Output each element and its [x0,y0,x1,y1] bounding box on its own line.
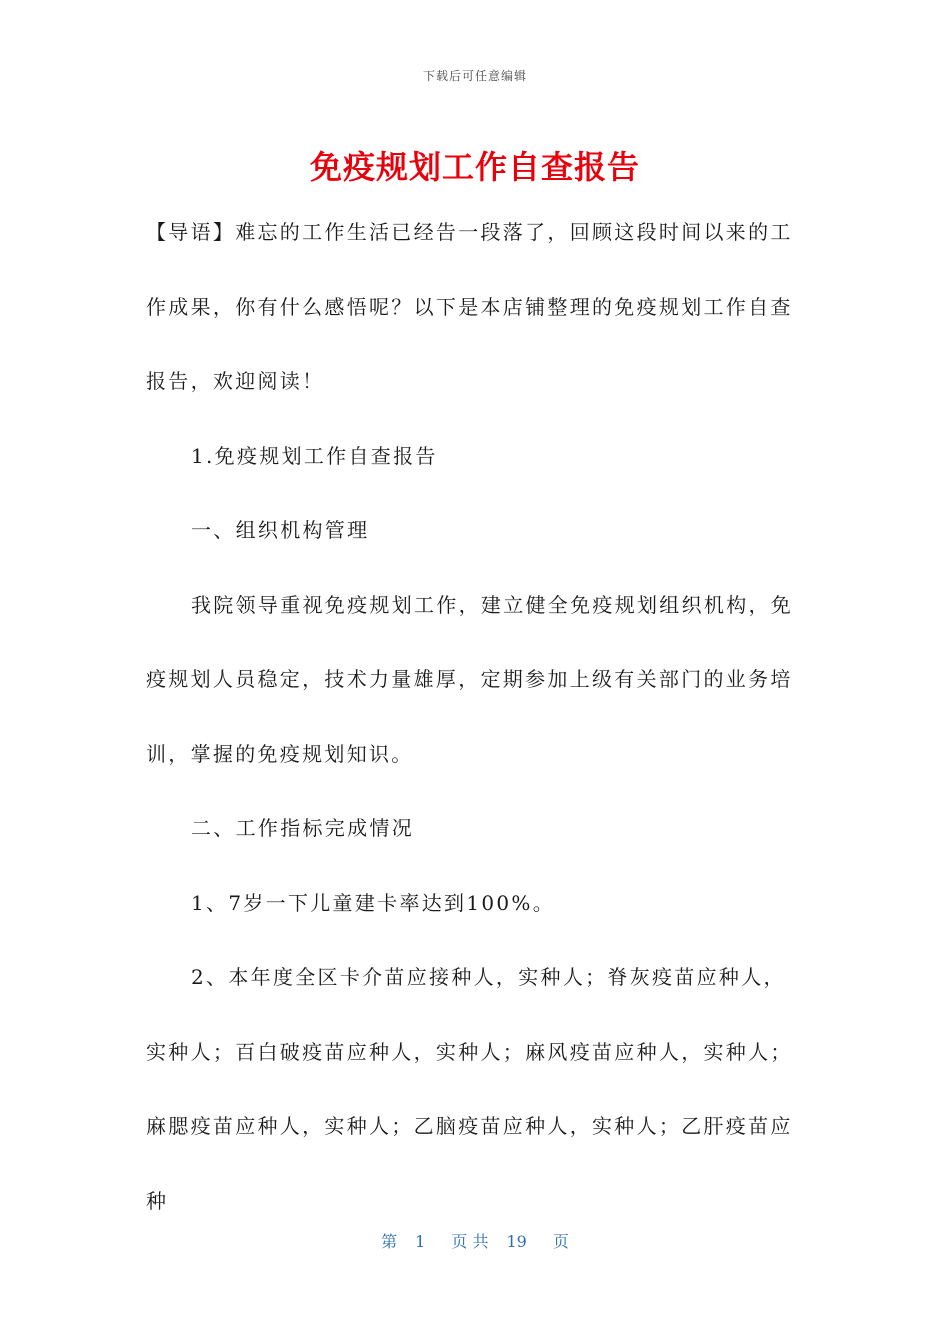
footer-middle: 页 共 [451,1232,489,1251]
footer-suffix: 页 [552,1232,569,1251]
heading-organization: 一、组织机构管理 [191,518,370,542]
header-note: 下载后可任意编辑 [422,69,527,83]
section-title: 1.免疫规划工作自查报告 [191,443,438,468]
page-footer [0,1229,950,1252]
heading-indicators: 二、工作指标完成情况 [191,816,414,840]
list-item: 1、7岁一下儿童建卡率达到100%。 [191,890,556,915]
document-title: 免疫规划工作自查报告 [309,148,640,186]
paragraph-organization: 我院领导重视免疫规划工作，建立健全免疫规划组织机构，免疫规划人员稳定，技术力量雄厚，定期参加上级有关部门的业务培训，掌握的免疫规划知识。 [146,592,794,766]
page-total: 19 [506,1232,527,1251]
intro-paragraph: 【导语】难忘的工作生活已经告一段落了，回顾这段时间以来的工作成果，你有什么感悟呢？以下是本店铺整理的免疫规划工作自查报告，欢迎阅读！ [146,220,793,393]
list-item: 2、本年度全区卡介苗应接种人，实种人；脊灰疫苗应种人，实种人；百白破疫苗应种人，实种人；麻风疫苗应种人，实种人；麻腮疫苗应种人，实种人；乙脑疫苗应种人，实种人；乙肝疫苗应种 [146,965,793,1213]
footer-prefix: 第 [381,1232,398,1251]
page-number: 1 [415,1232,426,1251]
document-body [146,195,804,1238]
